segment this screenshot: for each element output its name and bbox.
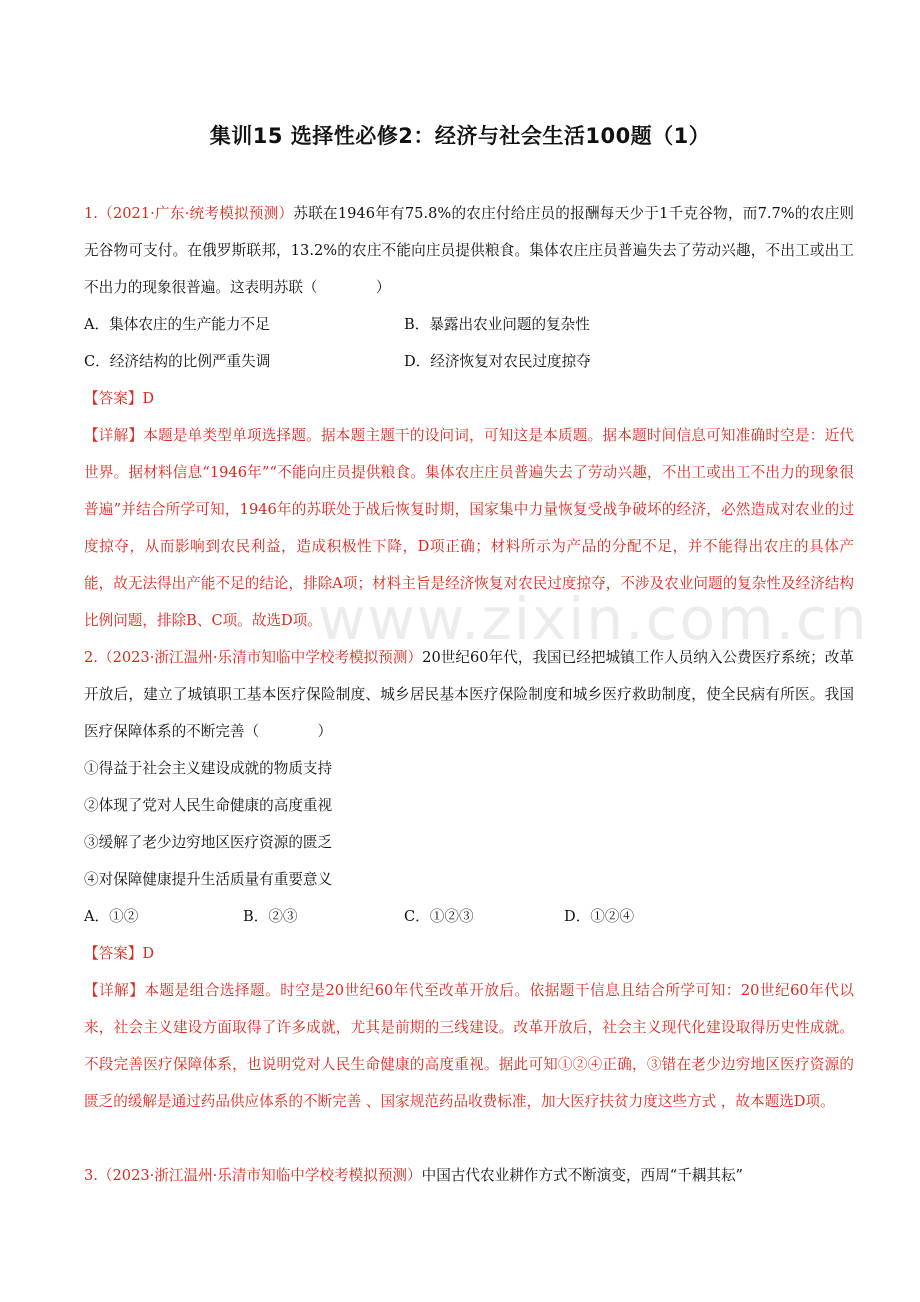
question-1-option-a: A．集体农庄的生产能力不足 <box>84 316 270 333</box>
question-2-source: 2.（2023·浙江温州·乐清市知临中学校考模拟预测） <box>84 649 423 666</box>
question-2-option-d: D．①②④ <box>564 908 635 925</box>
question-1-stem <box>84 195 854 306</box>
question-1-option-d: D．经济恢复对农民过度掠夺 <box>404 353 591 370</box>
question-2-statement-3: ③缓解了老少边穷地区医疗资源的匮乏 <box>84 834 333 851</box>
question-3-text: 中国古代农业耕作方式不断演变，西周“千耦其耘” <box>421 1167 744 1184</box>
question-2-statement-4: ④对保障健康提升生活质量有重要意义 <box>84 871 333 888</box>
question-3-stem <box>84 1157 854 1194</box>
question-1-analysis-text: 本题是单类型单项选择题。据本题主题干的设问词，可知这是本质题。据本题时间信息可知准确时空是：近代世界。据材料信息“1946年”“不能向庄员提供粮食。集体农庄庄员普遍失去了劳动兴趣，不出工或出工不出力的现象很普遍”并结合所学可知，1946年的苏联处于战后恢复时期，国家集中力量恢复受战争破坏的经济，必然造成对农业的过度掠夺，从而影响到农民利益，造成积极性下降，D项正确；材料所示为产品的分配不足，并不能得出农庄的具体产能，故无法得出产能不足的结论，排除A项；材料主旨是经济恢复对农民过度掠夺，不涉及农业问题的复杂性及经济结构比例问题，排除B、C项。故选D项。 <box>84 427 854 629</box>
question-2-option-a: A．①② <box>84 908 139 925</box>
question-1-option-b: B．暴露出农业问题的复杂性 <box>404 316 590 333</box>
question-2-text: 20世纪60年代，我国已经把城镇工作人员纳入公费医疗系统；改革开放后，建立了城镇职工基本医疗保险制度、城乡居民基本医疗保险制度和城乡医疗救助制度，使全民病有所医。我国医疗保障体系的不断完善（ ） <box>84 649 854 740</box>
question-1-analysis-label: 【详解】 <box>84 427 144 444</box>
question-1-option-c: C．经济结构的比例严重失调 <box>84 353 271 370</box>
question-2-answer: 【答案】D <box>84 945 155 962</box>
question-2-analysis-label: 【详解】 <box>84 982 145 999</box>
question-1-source: 1.（2021·广东·统考模拟预测） <box>84 205 294 222</box>
question-3-source: 3.（2023·浙江温州·乐清市知临中学校考模拟预测） <box>84 1167 422 1184</box>
question-2-analysis-text: 本题是组合选择题。时空是20世纪60年代至改革开放后。依据题干信息且结合所学可知：20世纪60年代以来，社会主义建设方面取得了许多成就，尤其是前期的三线建设。改革开放后，社会主义现代化建设取得历史性成就。不段完善医疗保障体系，也说明党对人民生命健康的高度重视。据此可知①②④正确，③错在老少边穷地区医疗资源的匮乏的缓解是通过药品供应体系的不断完善 、国家规范药品收费标准，加大医疗扶贫力度这些方式 ，故本题选D项。 <box>84 982 854 1110</box>
question-2-option-b: B．②③ <box>243 908 298 925</box>
question-1-analysis <box>84 417 854 639</box>
question-2-stem <box>84 639 854 750</box>
watermark: www.zixin.com.cn <box>318 585 869 653</box>
question-2-statement-2: ②体现了党对人民生命健康的高度重视 <box>84 797 333 814</box>
question-1-text: 苏联在1946年有75.8%的农庄付给庄员的报酬每天少于1千克谷物，而7.7%的农庄则无谷物可支付。在俄罗斯联邦，13.2%的农庄不能向庄员提供粮食。集体农庄庄员普遍失去了劳动兴趣，不出工或出工不出力的现象很普遍。这表明苏联（ ） <box>84 205 854 296</box>
question-2-analysis <box>84 972 854 1120</box>
page-title: 集训15 选择性必修2：经济与社会生活100题（1） <box>209 124 711 148</box>
question-2-option-c: C．①②③ <box>404 908 474 925</box>
question-1-answer: 【答案】D <box>84 390 155 407</box>
question-2-statement-1: ①得益于社会主义建设成就的物质支持 <box>84 760 333 777</box>
